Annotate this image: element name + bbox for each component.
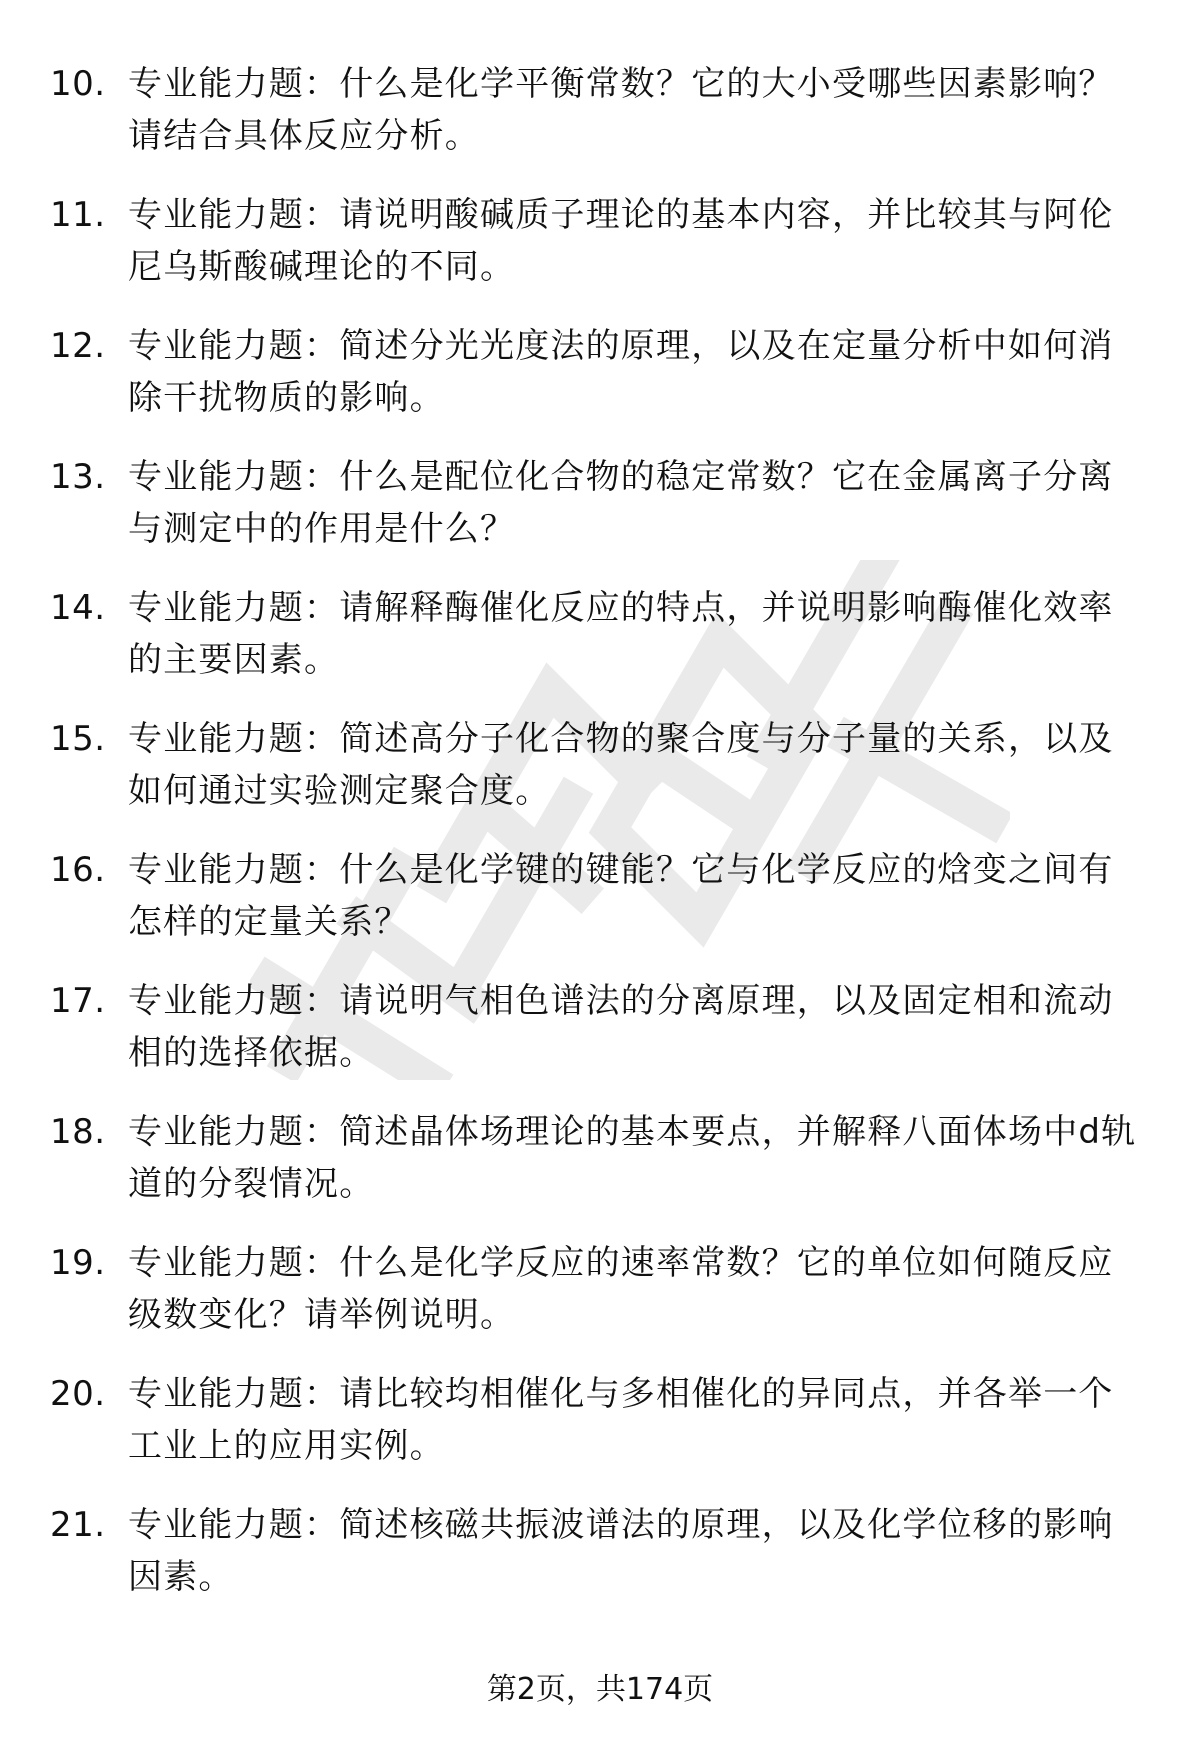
question-number: 12. [50,326,106,366]
question-item-14 [0,582,1200,713]
question-number: 17. [50,981,106,1021]
page-footer [0,1668,1200,1712]
question-text: 专业能力题：简述分光光度法的原理，以及在定量分析中如何消除干扰物质的影响。 [128,326,1114,418]
question-text: 专业能力题：简述高分子化合物的聚合度与分子量的关系，以及如何通过实验测定聚合度。 [128,719,1114,811]
question-item-11 [0,189,1200,320]
question-item-12 [0,320,1200,451]
question-number: 15. [50,719,106,759]
question-number: 10. [50,64,106,104]
question-text: 专业能力题：什么是配位化合物的稳定常数？它在金属离子分离与测定中的作用是什么？ [128,457,1114,549]
question-text: 专业能力题：请说明酸碱质子理论的基本内容，并比较其与阿伦尼乌斯酸碱理论的不同。 [128,195,1114,287]
question-number: 14. [50,588,106,628]
question-text: 专业能力题：什么是化学平衡常数？它的大小受哪些因素影响？请结合具体反应分析。 [128,64,1114,156]
question-list [0,58,1200,1630]
question-item-10 [0,58,1200,189]
question-item-18 [0,1106,1200,1237]
question-number: 11. [50,195,106,235]
question-text: 专业能力题：请解释酶催化反应的特点，并说明影响酶催化效率的主要因素。 [128,588,1114,680]
question-number: 20. [50,1374,106,1414]
question-number: 18. [50,1112,106,1152]
page-number-label: 第2页，共174页 [486,1672,714,1707]
question-text: 专业能力题：什么是化学键的键能？它与化学反应的焓变之间有怎样的定量关系？ [128,850,1114,942]
question-text: 专业能力题：什么是化学反应的速率常数？它的单位如何随反应级数变化？请举例说明。 [128,1243,1114,1335]
question-text: 专业能力题：请比较均相催化与多相催化的异同点，并各举一个工业上的应用实例。 [128,1374,1114,1466]
question-text: 专业能力题：简述核磁共振波谱法的原理，以及化学位移的影响因素。 [128,1505,1114,1597]
question-text: 专业能力题：简述晶体场理论的基本要点，并解释八面体场中d轨道的分裂情况。 [128,1112,1137,1204]
question-item-19 [0,1237,1200,1368]
question-item-16 [0,844,1200,975]
question-number: 21. [50,1505,106,1545]
question-item-15 [0,713,1200,844]
question-item-20 [0,1368,1200,1499]
question-number: 16. [50,850,106,890]
question-item-17 [0,975,1200,1106]
question-number: 13. [50,457,106,497]
question-number: 19. [50,1243,106,1283]
question-item-13 [0,451,1200,582]
question-text: 专业能力题：请说明气相色谱法的分离原理，以及固定相和流动相的选择依据。 [128,981,1114,1073]
question-item-21 [0,1499,1200,1630]
